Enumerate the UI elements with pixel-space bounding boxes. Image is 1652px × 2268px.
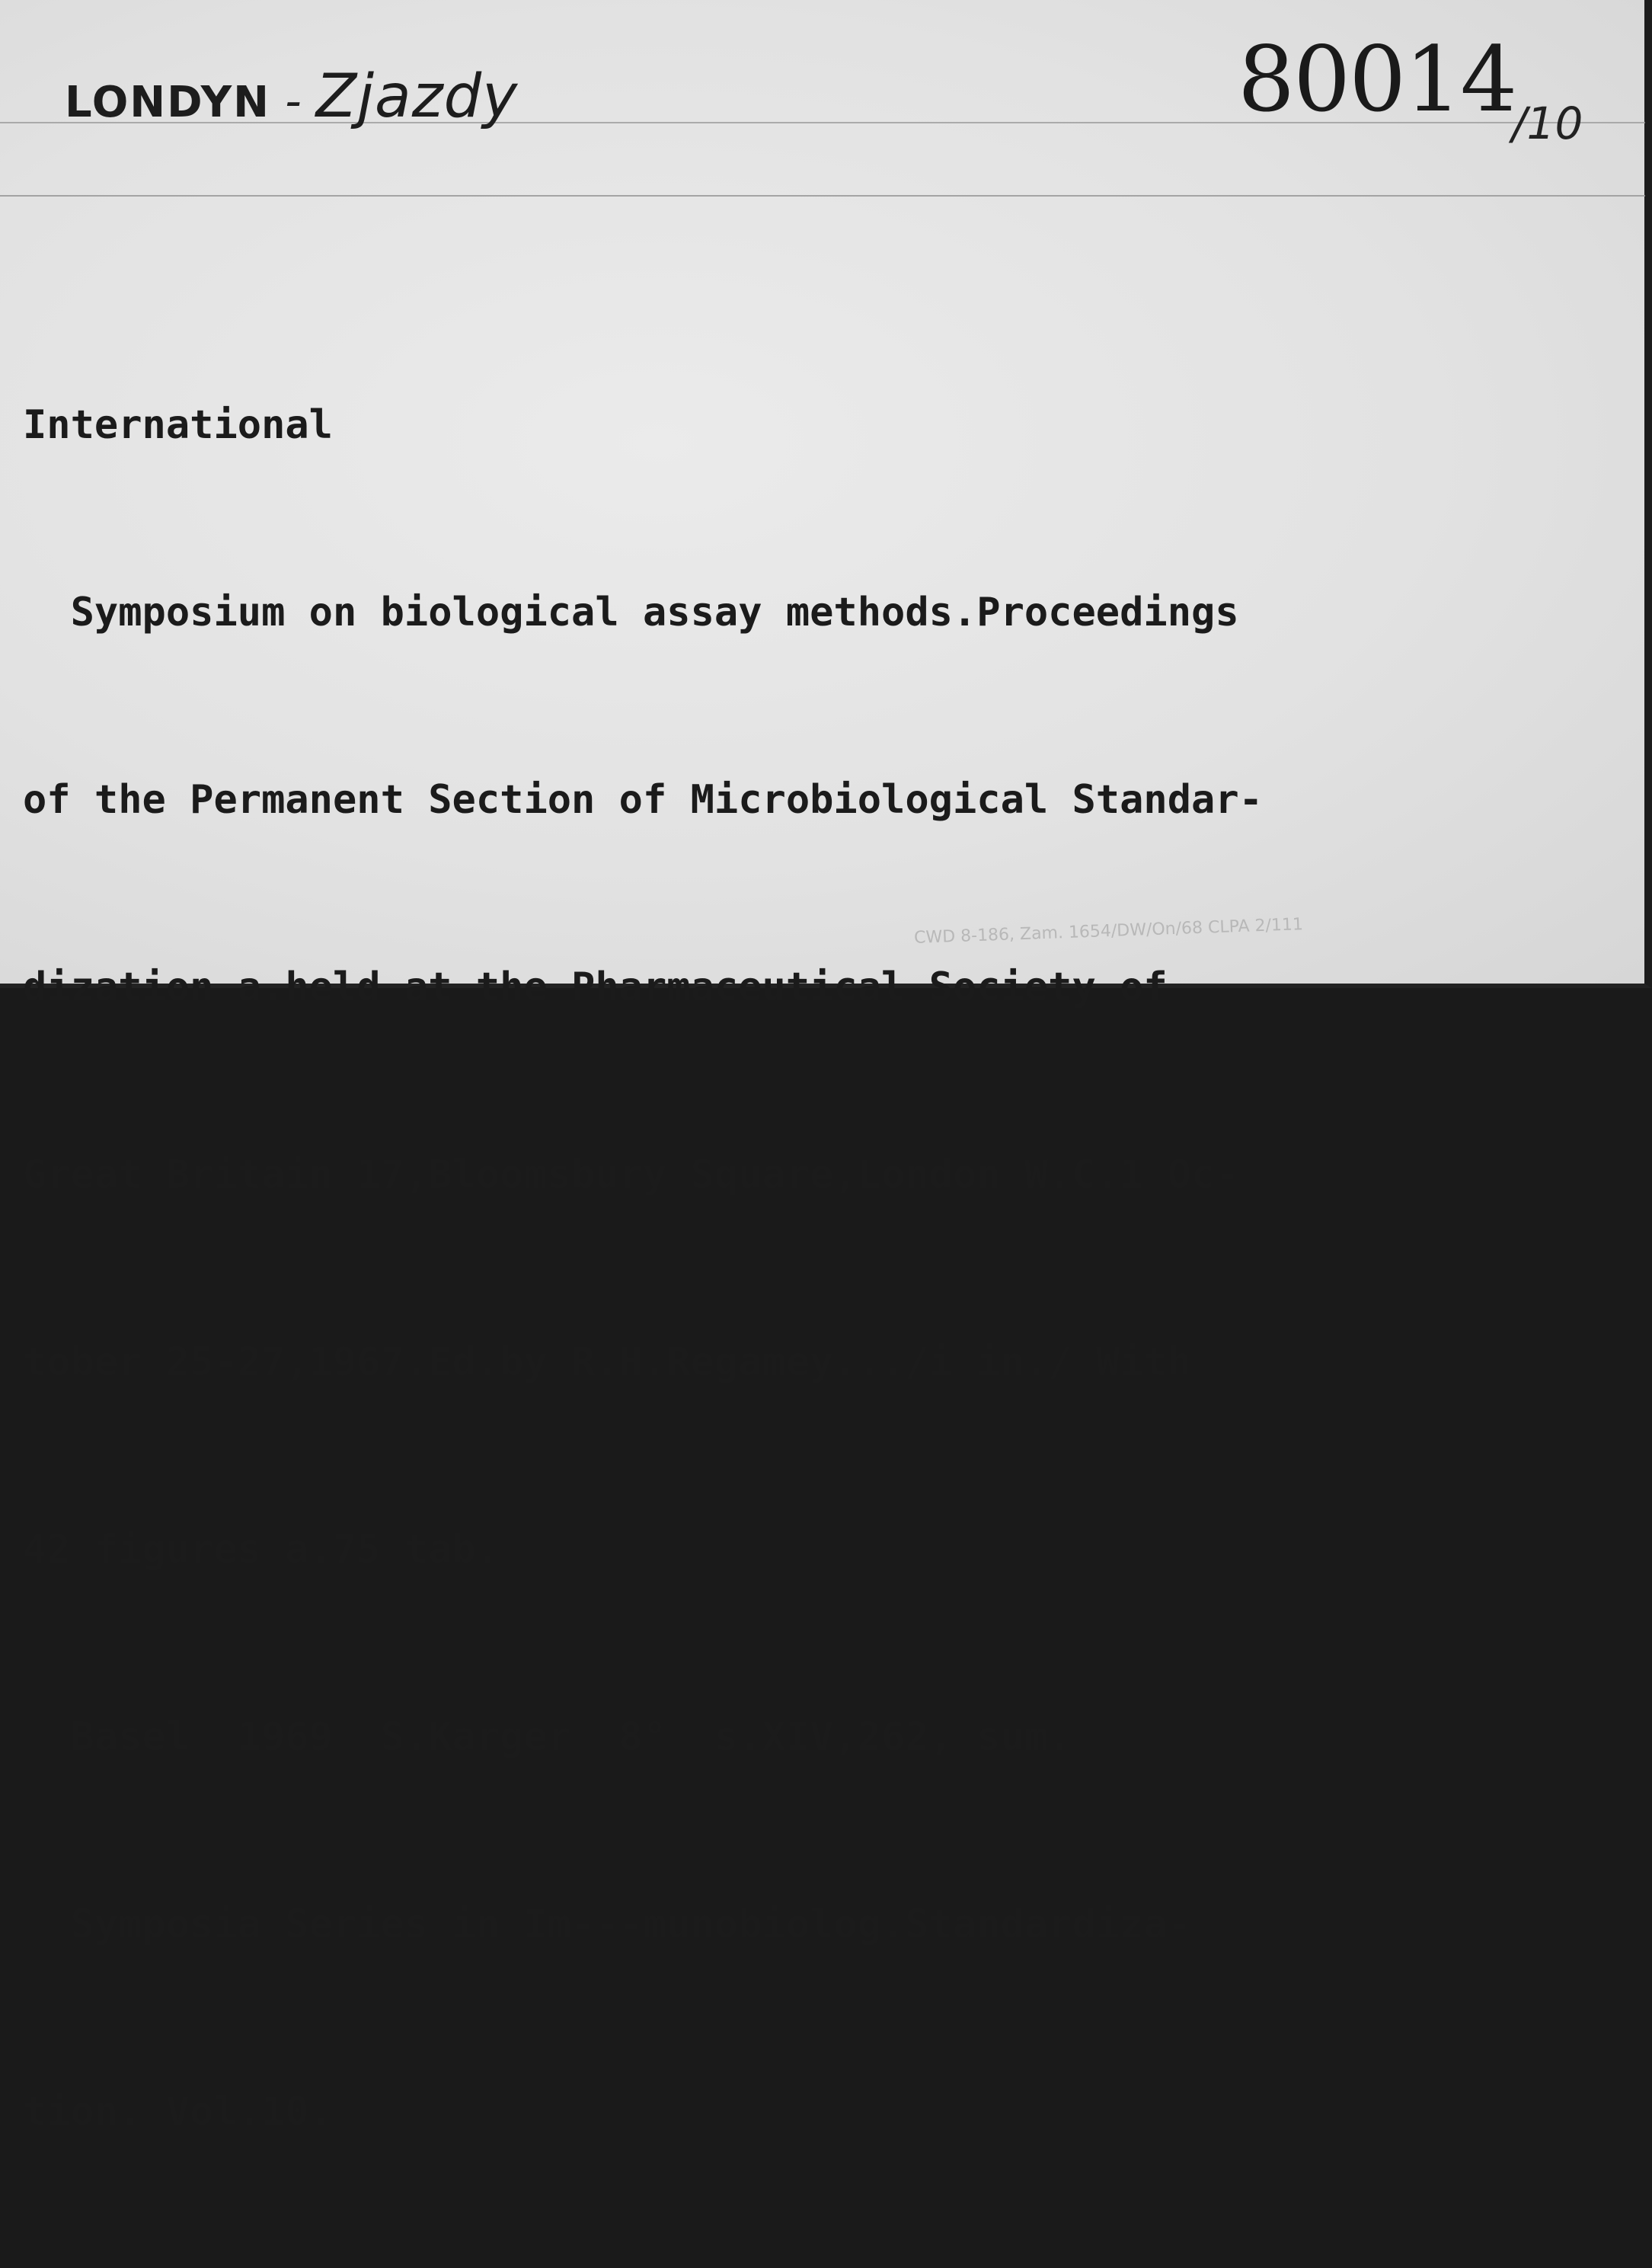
entry-line: Great Britain 17,Bloomsbury Square,London W.C.1 Oc- xyxy=(23,1152,1239,1198)
card-rule-bottom xyxy=(0,195,1645,197)
call-number-suffix: /10 xyxy=(1512,98,1583,149)
bibliographic-entry xyxy=(23,269,1638,2268)
entry-line: tion. Vol.10. xyxy=(23,2089,333,2135)
call-number: 80014 xyxy=(1238,27,1516,132)
entry-line: 42 figures a.75 tab. xyxy=(23,1527,500,1572)
entry-line: Symposia Series in Im---munobiolog.Standardiza- xyxy=(23,1902,1192,1947)
entry-line: Basel 1969 S.Karger 8° s.XIV,262, sum. xyxy=(23,1714,1072,1760)
heading-topic: Zjazdy xyxy=(315,62,519,131)
card-heading xyxy=(65,62,518,131)
entry-line: tober 25-27,1967.Ed.by R.H.Regamey.../i in./ With xyxy=(23,1339,1192,1385)
heading-place: LONDYN xyxy=(65,78,270,127)
entry-line: dization a.held at the Pharmaceutical Society of xyxy=(23,964,1168,1010)
entry-line: Symposium on biological assay methods.Proceedings xyxy=(23,590,1239,635)
entry-line: International xyxy=(23,402,333,448)
heading-dash: - xyxy=(270,75,316,128)
entry-line: of the Permanent Section of Microbiological Standar- xyxy=(23,777,1263,823)
printer-stamp: CWD 8-186, Zam. 1654/DW/On/68 CLPA 2/111 xyxy=(913,915,1304,948)
